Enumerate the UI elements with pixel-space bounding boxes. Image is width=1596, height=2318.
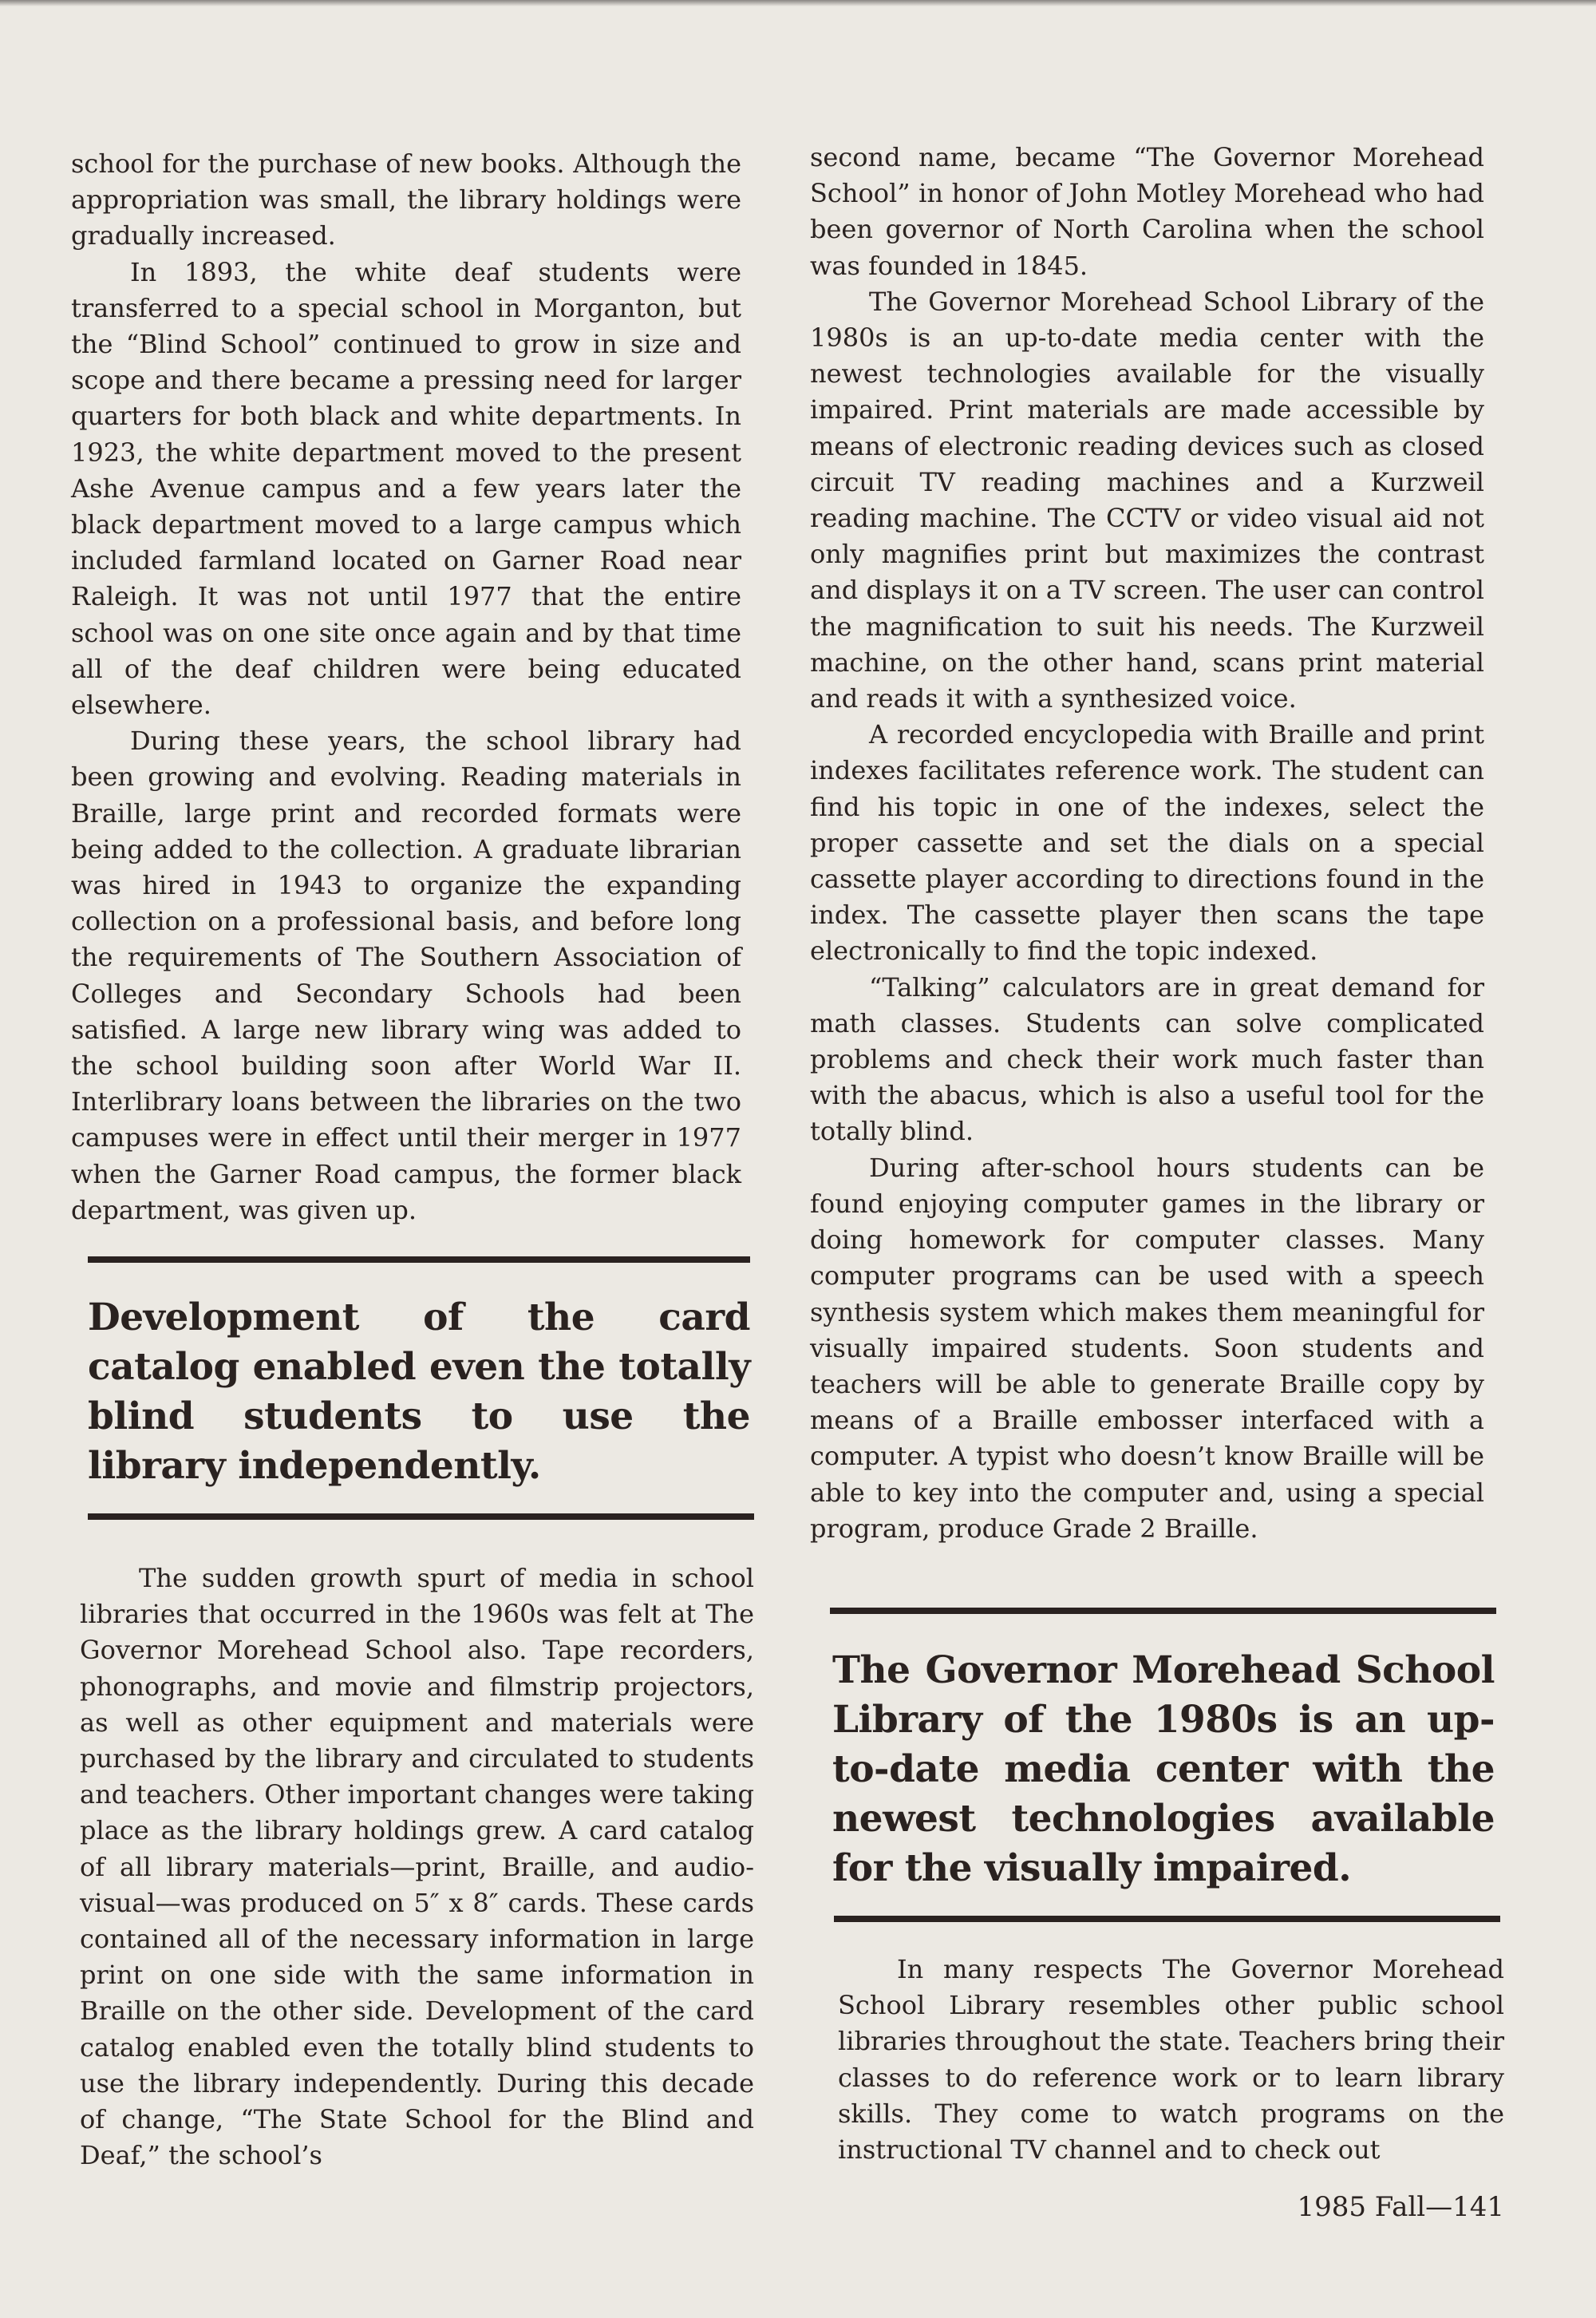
page-number: 1985 Fall—141 [1297,2191,1504,2223]
paragraph: The Governor Morehead School Library of the 1980s is an up-to-date media center with the newest technologies available for the visually impaired. Print materials are made accessible by means of electronic reading devices such as closed circuit TV reading machines and a Kurzweil reading machine. The CCTV or video visual aid not only magnifies print but maximizes the contrast and displays it on a TV screen. The user can control the magnification to suit his needs. The Kurzweil machine, on the other hand, scans print material and reads it with a synthesized voice. [810,286,1484,714]
divider-rule [88,1256,750,1263]
paragraph: During after-school hours students can be found enjoying computer games in the library or doing homework for computer classes. Many computer programs can be used with a speech synthesis system which makes them meaningful for visually impaired students. Soon students and teachers will be able to generate Braille copy by means of a Braille embosser interfaced with a computer. A typist who doesn’t know Braille will be able to key into the computer and, using a special program, produce Grade 2 Braille. [810,1152,1484,1544]
page-edge-shadow [0,0,1596,6]
right-column-top-text [810,140,1484,1547]
pull-quote: The Governor Morehead School Library of the 1980s is an up-to-date media center with the newest technologies available for the visually impaired. [832,1648,1495,1890]
left-column-bottom-text [80,1560,754,2174]
right-column-bottom-text [838,1952,1504,2168]
divider-rule [834,1916,1500,1922]
paragraph: In 1893, the white deaf students were transferred to a special school in Morganton, but the “Blind School” continued to grow in size and scope and there became a pressing need for larger quarters for both black and white departments. In 1923, the white department moved to the present Ashe Avenue campus and a few years later the black department moved to a large campus which included farmland located on Garner Road near Raleigh. It was not until 1977 that the entire school was on one site once again and by that time all of the deaf children were being educated elsewhere. [71,256,741,721]
paragraph: “Talking” calculators are in great demand for math classes. Students can solve complicated problems and check their work much faster than with the abacus, which is also a useful tool for the totally blind. [810,971,1484,1147]
paragraph: During these years, the school library had been growing and evolving. Reading materials in Braille, large print and recorded formats were being added to the collection. A graduate librarian was hired in 1943 to organize the expanding collection on a professional basis, and before long the requirements of The Southern Association of Colleges and Secondary Schools had been satisfied. A large new library wing was added to the school building soon after World War II. Interlibrary loans between the libraries on the two campuses were in effect until their merger in 1977 when the Garner Road campus, the former black department, was given up. [71,726,741,1225]
divider-rule [830,1608,1496,1614]
left-column-top-text [71,146,741,1228]
paragraph: In many respects The Governor Morehead School Library resembles other public school libraries throughout the state. Teachers bring their classes to do reference work or to learn library skills. They come to watch programs on the instructional TV channel and to check out [838,1954,1504,2166]
divider-rule [88,1513,754,1520]
pull-quote: Development of the card catalog enabled even the totally blind students to use the library independently. [88,1295,750,1488]
paragraph: school for the purchase of new books. Although the appropriation was small, the library holdings were gradually increased. [71,148,741,251]
paragraph: A recorded encyclopedia with Braille and print indexes facilitates reference work. The student can find his topic in one of the indexes, select the proper cassette and set the dials on a special cassette player according to directions found in the index. The cassette player then scans the tape electronically to find the topic indexed. [810,719,1484,967]
paragraph: The sudden growth spurt of media in school libraries that occurred in the 1960s was felt at The Governor Morehead School also. Tape recorders, phonographs, and movie and filmstrip projectors, as well as other equipment and materials were purchased by the library and circulated to students and teachers. Other important changes were taking place as the library holdings grew. A card catalog of all library materials—print, Braille, and audio-visual—was produced on 5″ x 8″ cards. These cards contained all of the necessary information in large print on one side with the same information in Braille on the other side. Development of the card catalog enabled even the totally blind students to use the library independently. During this decade of change, “The State School for the Blind and Deaf,” the school’s [80,1563,754,2171]
paragraph: second name, became “The Governor Morehead School” in honor of John Motley Morehead who had been governor of North Carolina when the school was founded in 1845. [810,142,1484,281]
